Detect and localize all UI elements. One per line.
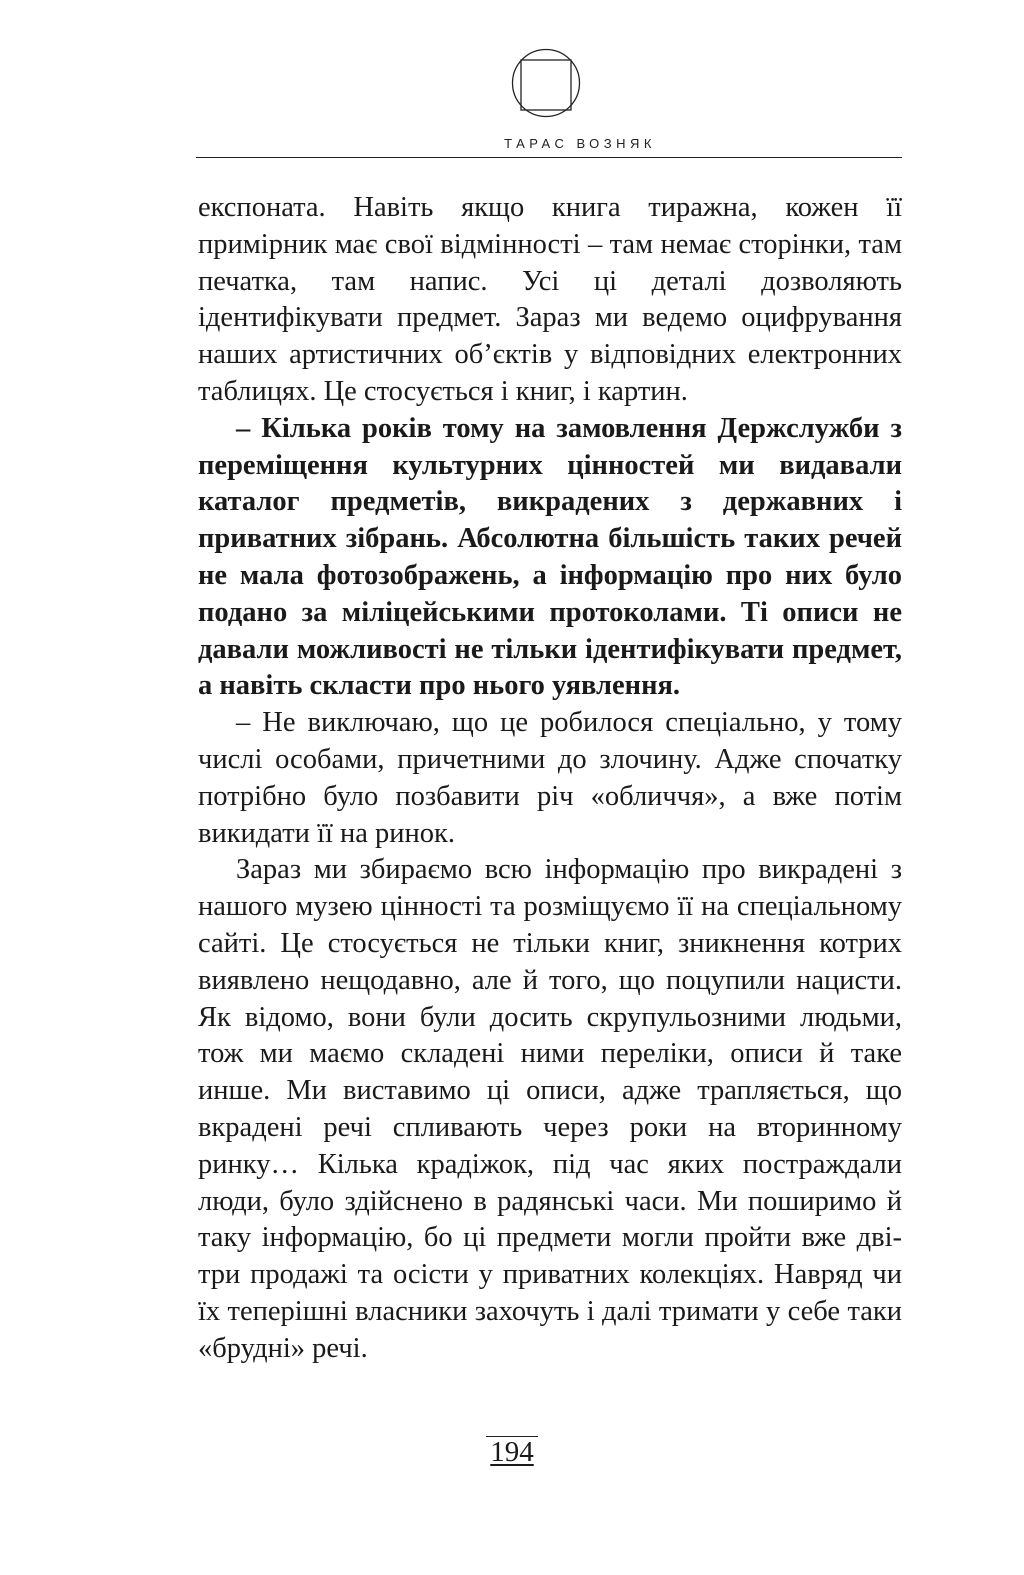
page-number: 194 xyxy=(490,1436,534,1468)
paragraph-question: – Кілька років тому на замовлення Держслужби з переміщення культурних цінностей ми видавали каталог предметів, викрадених з державних і приватних зібрань. Абсолютна більшість таких речей не мала фотозображень, а інформацію про них було подано за міліцейськими протоколами. Ті описи не давали можливості не тільки ідентифікувати предмет, а навіть скласти про нього уявлення. xyxy=(198,412,902,702)
paragraph: експоната. Навіть якщо книга тиражна, кожен її примірник має свої відмінності – там немає сторінки, там печатка, там напис. Усі ці деталі дозволяють ідентифікувати предмет. Зараз ми ведемо оцифрування наших артистичних об’єктів у відповідних електронних таблицях. Це стосується і книг, і картин. xyxy=(198,192,902,407)
page-number-rule xyxy=(486,1436,538,1437)
header-divider xyxy=(196,157,902,158)
paragraph-answer: – Не виключаю, що це робилося спеціально, у тому числі особами, причетними до злочину. Адже спочатку потрібно було позбавити річ «обличчя», а вже потім викидати її на ринок. xyxy=(198,707,902,849)
paragraph: Зараз ми збираємо всю інформацію про викрадені з нашого музею цінності та розміщуємо її на спеціальному сайті. Це стосується не тільки книг, зникнення котрих виявлено нещодавно, але й того, що поцупили нацисти. Як відомо, вони були досить скрупульозними людьми, тож ми маємо складені ними переліки, описи й таке инше. Ми виставимо ці описи, адже трапляється, що вкрадені речі спливають через роки на вторинному ринку… Кілька крадіжок, під час яких постраждали люди, було здійснено в радянські часи. Ми поширимо й таку інформацію, бо ці предмети могли пройти вже дві-три продажі та осісти у приватних колекціях. Навряд чи їх теперішні власники захочуть і далі тримати у себе таки «брудні» речі. xyxy=(198,854,902,1364)
body-text xyxy=(198,190,902,1368)
running-header-author: ТАРАС ВОЗНЯК xyxy=(504,136,656,151)
page-number-container xyxy=(0,1436,1024,1469)
circle-square-emblem-icon xyxy=(511,48,581,118)
